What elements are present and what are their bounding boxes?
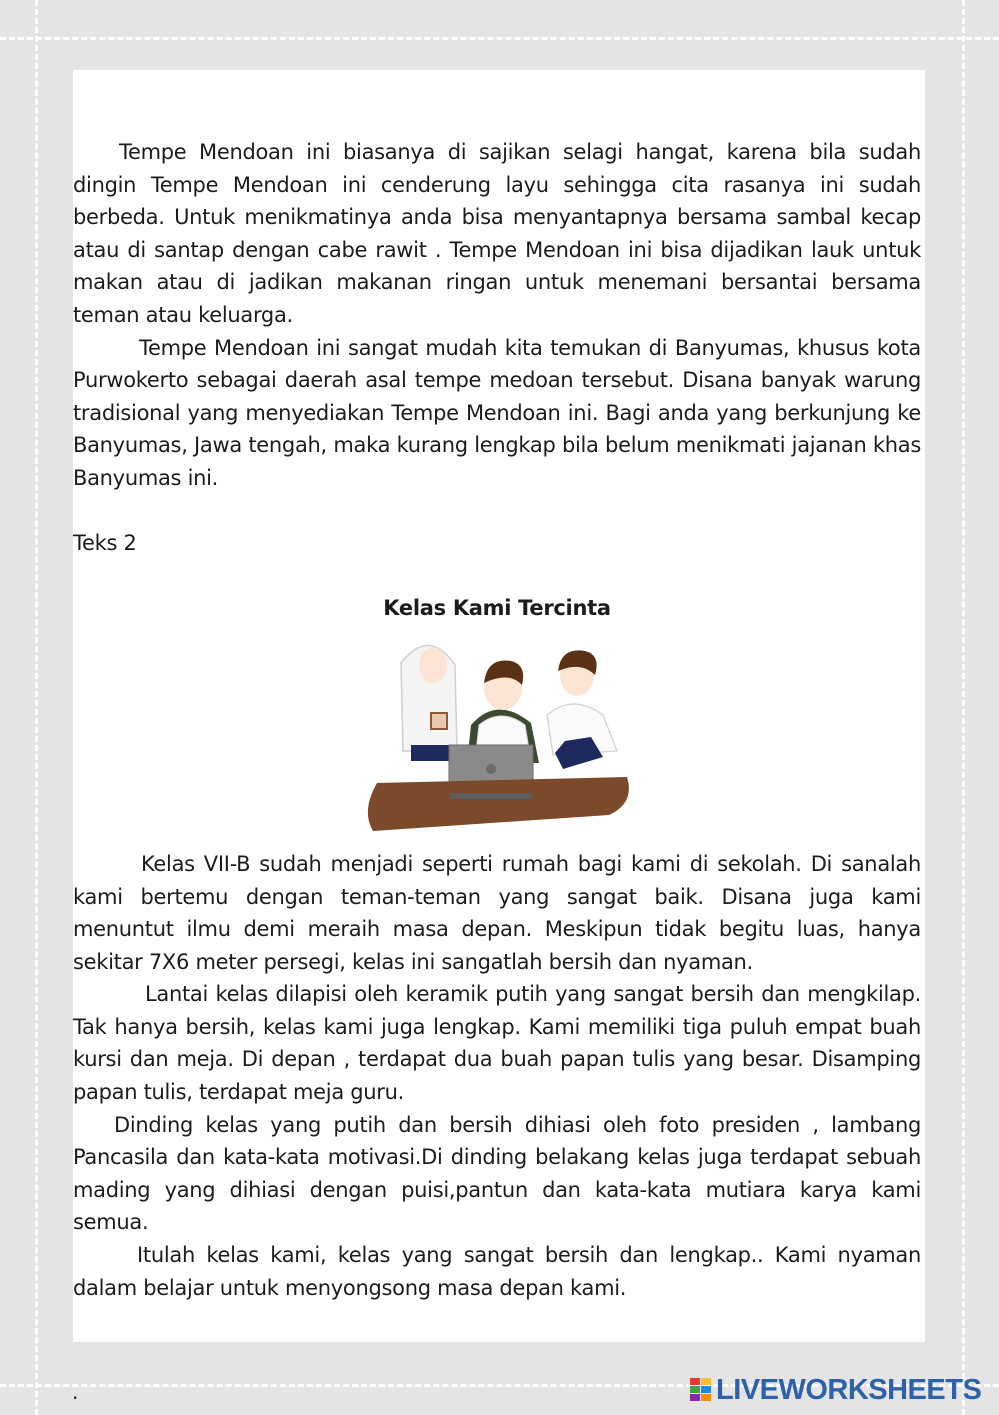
paragraph: Dinding kelas yang putih dan bersih dihiasi oleh foto presiden , lambang Pancasila dan kata-kata motivasi.Di dinding belakang kelas juga terdapat sebuah mading yang dihiasi dengan puisi,pantun dan kata-kata mutiara karya kami semua.: [73, 1112, 921, 1235]
frame-dash-left: [35, 0, 38, 1415]
paragraph: Tempe Mendoan ini sangat mudah kita temukan di Banyumas, khusus kota Purwokerto sebagai daerah asal tempe medoan tersebut. Disana banyak warung tradisional yang menyediakan Tempe Mendoan ini. Bagi anda yang berkunjung ke Banyumas, Jawa tengah, maka kurang lengkap bila belum menikmati jajanan khas Banyumas ini.: [73, 335, 921, 490]
section-label: Teks 2: [73, 531, 137, 556]
footer-dot: .: [72, 1380, 79, 1404]
text-title: Kelas Kami Tercinta: [383, 596, 611, 621]
worksheet-text: [73, 136, 921, 1304]
paragraph: Tempe Mendoan ini biasanya di sajikan selagi hangat, karena bila sudah dingin Tempe Mendoan ini cenderung layu sehingga cita rasanya ini sudah berbeda. Untuk menikmatinya anda bisa menyantapnya bersama sambal kecap atau di santap dengan cabe rawit . Tempe Mendoan ini bisa dijadikan lauk untuk makan atau di jadikan makanan ringan untuk menemani bersantai bersama teman atau keluarga.: [73, 140, 921, 327]
brand-name: LIVEWORKSHEETS: [716, 1373, 982, 1406]
paragraph: Kelas VII-B sudah menjadi seperti rumah bagi kami di sekolah. Di sanalah kami bertemu dengan teman-teman yang sangat baik. Disana juga kami menuntut ilmu demi meraih masa depan. Meskipun tidak begitu luas, hanya sekitar 7X6 meter persegi, kelas ini sangatlah bersih dan nyaman.: [73, 851, 921, 974]
frame-dash-top: [0, 37, 999, 40]
worksheet-page: [73, 70, 925, 1342]
liveworksheets-brand[interactable]: [690, 1372, 981, 1408]
frame-dash-right: [962, 0, 965, 1415]
paragraph: Lantai kelas dilapisi oleh keramik putih yang sangat bersih dan mengkilap. Tak hanya bersih, kelas kami juga lengkap. Kami memiliki tiga puluh empat buah kursi dan meja. Di depan , terdapat dua buah papan tulis yang besar. Disamping papan tulis, terdapat meja guru.: [73, 982, 921, 1105]
paragraph: Itulah kelas kami, kelas yang sangat bersih dan lengkap.. Kami nyaman dalam belajar untuk menyongsong masa depan kami.: [73, 1243, 921, 1300]
classroom-illustration: [359, 633, 639, 838]
liveworksheets-logo-icon: [690, 1378, 712, 1402]
